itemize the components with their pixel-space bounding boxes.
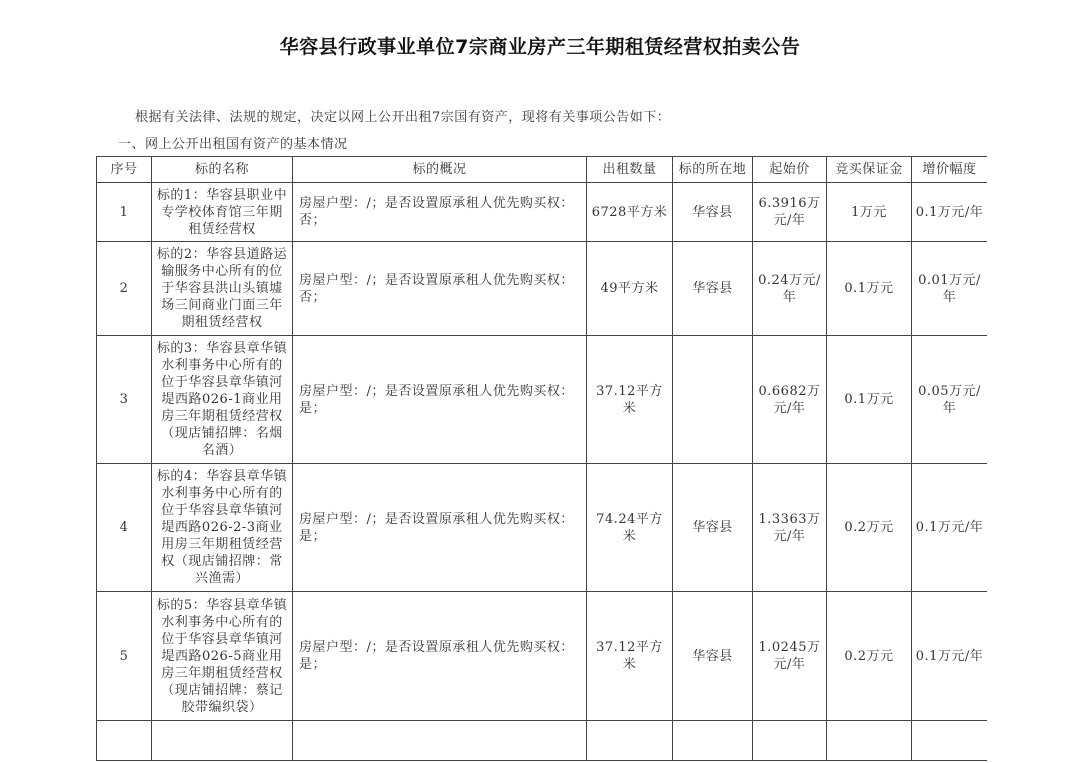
cell-no: 1: [97, 183, 152, 242]
header-name: 标的名称: [152, 157, 293, 183]
cell-desc: 房屋户型：/；是否设置原承租人优先购买权：否；: [293, 183, 587, 242]
cell-qty: 74.24平方米: [587, 464, 673, 592]
header-no: 序号: [97, 157, 152, 183]
cell-desc: 房屋户型：/；是否设置原承租人优先购买权：是；: [293, 464, 587, 592]
table-row-partial: [97, 721, 988, 761]
header-increment: 增价幅度: [912, 157, 988, 183]
cell-no: 4: [97, 464, 152, 592]
asset-table: [96, 156, 987, 761]
cell-qty: 6728平方米: [587, 183, 673, 242]
cell-qty: 37.12平方米: [587, 336, 673, 464]
table-row: [97, 464, 988, 592]
cell-increment: 0.01万元/年: [912, 242, 988, 336]
table-row: [97, 592, 988, 721]
notice-title: 华容县行政事业单位7宗商业房产三年期租赁经营权拍卖公告: [279, 36, 801, 58]
cell-start-price: 6.3916万元/年: [753, 183, 827, 242]
cell-qty: 49平方米: [587, 242, 673, 336]
cell-start-price: 0.6682万元/年: [753, 336, 827, 464]
cell-desc: 房屋户型：/；是否设置原承租人优先购买权：否；: [293, 242, 587, 336]
intro-paragraph: 根据有关法律、法规的规定，决定以网上公开出租7宗国有资产，现将有关事项公告如下：: [135, 110, 671, 125]
cell-desc: 房屋户型：/；是否设置原承租人优先购买权：是；: [293, 592, 587, 721]
table-header-row: [97, 157, 988, 183]
cell-increment: 0.05万元/年: [912, 336, 988, 464]
cell-location: 华容县: [673, 592, 753, 721]
cell-start-price: 1.0245万元/年: [753, 592, 827, 721]
header-location: 标的所在地: [673, 157, 753, 183]
header-desc: 标的概况: [293, 157, 587, 183]
table-row: [97, 242, 988, 336]
cell-deposit: 1万元: [827, 183, 912, 242]
cell-location: [673, 336, 753, 464]
cell-no: 2: [97, 242, 152, 336]
cell-increment: 0.1万元/年: [912, 464, 988, 592]
cell-deposit: 0.2万元: [827, 464, 912, 592]
header-deposit: 竞买保证金: [827, 157, 912, 183]
cell-no: 3: [97, 336, 152, 464]
cell-location: 华容县: [673, 183, 753, 242]
cell-increment: 0.1万元/年: [912, 183, 988, 242]
cell-location: 华容县: [673, 242, 753, 336]
cell-deposit: 0.2万元: [827, 592, 912, 721]
asset-table-container: [96, 156, 987, 763]
table-row: [97, 336, 988, 464]
cell-desc: 房屋户型：/；是否设置原承租人优先购买权：是；: [293, 336, 587, 464]
cell-increment: 0.1万元/年: [912, 592, 988, 721]
cell-name: 标的4：华容县章华镇水利事务中心所有的位于华容县章华镇河堤西路026-2-3商业用房三年期租赁经营权（现店铺招牌：常兴渔需）: [152, 464, 293, 592]
cell-name: 标的2：华容县道路运输服务中心所有的位于华容县洪山头镇墟场三间商业门面三年期租赁经营权: [152, 242, 293, 336]
cell-name: 标的1：华容县职业中专学校体育馆三年期租赁经营权: [152, 183, 293, 242]
cell-qty: 37.12平方米: [587, 592, 673, 721]
cell-start-price: 0.24万元/年: [753, 242, 827, 336]
cell-deposit: 0.1万元: [827, 336, 912, 464]
table-row: [97, 183, 988, 242]
section-heading: 一、网上公开出租国有资产的基本情况: [118, 137, 348, 152]
cell-location: 华容县: [673, 464, 753, 592]
cell-deposit: 0.1万元: [827, 242, 912, 336]
cell-name: 标的5：华容县章华镇水利事务中心所有的位于华容县章华镇河堤西路026-5商业用房三年期租赁经营权（现店铺招牌：蔡记胶带编织袋）: [152, 592, 293, 721]
cell-no: 5: [97, 592, 152, 721]
header-start-price: 起始价: [753, 157, 827, 183]
cell-name: 标的3：华容县章华镇水利事务中心所有的位于华容县章华镇河堤西路026-1商业用房三年期租赁经营权（现店铺招牌：名烟名酒）: [152, 336, 293, 464]
cell-start-price: 1.3363万元/年: [753, 464, 827, 592]
header-qty: 出租数量: [587, 157, 673, 183]
